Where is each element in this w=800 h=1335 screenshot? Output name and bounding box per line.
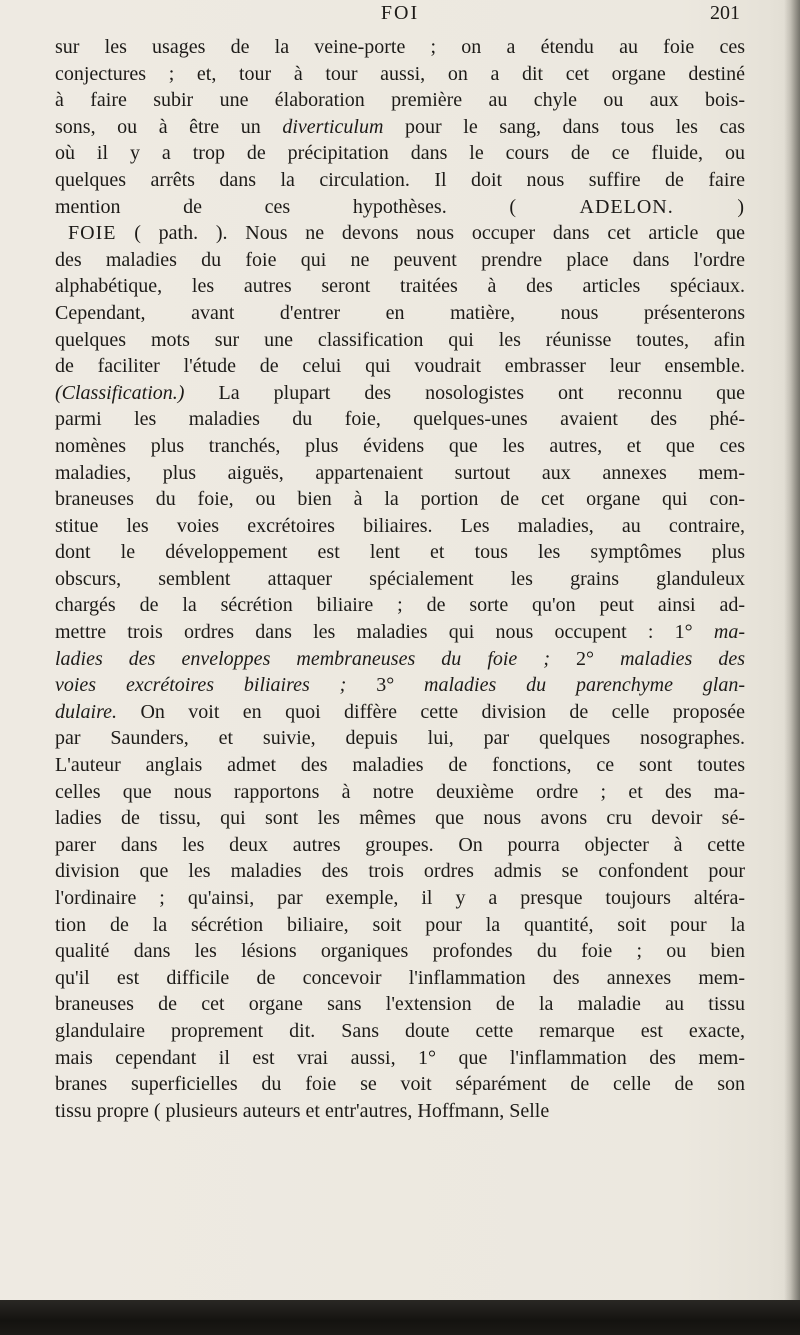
text-line: parmi les maladies du foie, quelques-unes avaient des phé- bbox=[55, 408, 745, 431]
author-signature: ( ADELON. ) bbox=[509, 195, 745, 218]
italic-term: maladies du parenchyme glan- bbox=[424, 674, 746, 697]
italic-term: ladies des enveloppes membraneuses du foie ; bbox=[55, 647, 550, 670]
text-line: stitue les voies excrétoires biliaires. Les maladies, au contraire, bbox=[55, 514, 745, 537]
text-line: nomènes plus tranchés, plus évidens que les autres, et que ces bbox=[55, 434, 745, 457]
text-line: mais cependant il est vrai aussi, 1° que l'inflammation des mem- bbox=[55, 1046, 745, 1069]
entry-headword: FOIE bbox=[68, 222, 117, 245]
text-line: parer dans les deux autres groupes. On pourra objecter à cette bbox=[55, 833, 745, 856]
text-line: branes superficielles du foie se voit séparément de celle de son bbox=[55, 1073, 745, 1096]
text-run: 2° bbox=[576, 647, 595, 670]
text-line: par Saunders, et suivie, depuis lui, par quelques nosographes. bbox=[55, 727, 745, 750]
page-number: 201 bbox=[710, 2, 740, 24]
text-line: qualité dans les lésions organiques profondes du foie ; ou bien bbox=[55, 940, 745, 963]
text-line: sur les usages de la veine-porte ; on a étendu au foie ces bbox=[55, 36, 745, 58]
text-line: de faciliter l'étude de celui qui voudrait embrasser leur ensemble. bbox=[55, 355, 745, 378]
text-run: mettre trois ordres dans les maladies qui nous occupent : 1° bbox=[55, 621, 693, 644]
text-line bbox=[55, 672, 745, 699]
body-text bbox=[55, 34, 745, 1124]
text-line: tion de la sécrétion biliaire, soit pour la quantité, soit pour la bbox=[55, 913, 745, 936]
text-line: qu'il est difficile de concevoir l'inflammation des annexes mem- bbox=[55, 966, 745, 989]
text-line: L'auteur anglais admet des maladies de fonctions, ce sont toutes bbox=[55, 754, 745, 777]
text-line: tissu propre ( plusieurs auteurs et entr'autres, Hoffmann, Selle bbox=[55, 1099, 550, 1122]
text-line: des maladies du foie qui ne peuvent prendre place dans l'ordre bbox=[55, 248, 745, 271]
text-line: maladies, plus aiguës, appartenaient surtout aux annexes mem- bbox=[55, 461, 745, 484]
text-line: celles que nous rapportons à notre deuxième ordre ; et des ma- bbox=[55, 780, 745, 803]
text-line: alphabétique, les autres seront traitées à des articles spéciaux. bbox=[55, 275, 745, 298]
italic-term: ma- bbox=[713, 621, 745, 644]
text-line: chargés de la sécrétion biliaire ; de sorte qu'on peut ainsi ad- bbox=[55, 594, 745, 617]
text-line: braneuses du foie, ou bien à la portion de cet organe qui con- bbox=[55, 488, 745, 511]
text-line: où il y a trop de précipitation dans le cours de ce fluide, ou bbox=[55, 142, 745, 165]
scan-bottom-border bbox=[0, 1300, 800, 1335]
section-title: (Classification.) bbox=[55, 381, 185, 404]
text-line: l'ordinaire ; qu'ainsi, par exemple, il y a presque toujours altéra- bbox=[55, 887, 745, 909]
text-line: division que les maladies des trois ordres admis se confondent pour bbox=[55, 860, 745, 883]
text-line: obscurs, semblent attaquer spécialement les grains glanduleux bbox=[55, 567, 745, 590]
text-line: ladies de tissu, qui sont les mêmes que nous avons cru devoir sé- bbox=[55, 807, 745, 830]
text-line: glandulaire proprement dit. Sans doute cette remarque est exacte, bbox=[55, 1019, 745, 1042]
text-line bbox=[55, 194, 745, 221]
text-line bbox=[55, 646, 745, 673]
text-run: 3° bbox=[376, 674, 395, 697]
text-line: dont le développement est lent et tous les symptômes plus bbox=[55, 541, 745, 564]
text-run: ( path. ). Nous ne devons nous occuper dans cet article que bbox=[134, 222, 745, 245]
text-run: On voit en quoi diffère cette division de celle proposée bbox=[140, 700, 746, 723]
text-line: quelques arrêts dans la circulation. Il doit nous suffire de faire bbox=[55, 168, 745, 191]
italic-term: dulaire. bbox=[55, 700, 118, 723]
text-run: mention de ces hypothèses. bbox=[55, 195, 447, 218]
text-run: sons, ou à être un bbox=[55, 115, 261, 138]
text-line bbox=[55, 220, 745, 247]
text-line bbox=[55, 699, 745, 726]
text-run: pour le sang, dans tous les cas bbox=[405, 115, 746, 138]
text-run: La plupart des nosologistes ont reconnu que bbox=[218, 381, 745, 404]
text-line bbox=[55, 619, 745, 646]
page-header bbox=[60, 0, 740, 34]
text-line: à faire subir une élaboration première au chyle ou aux bois- bbox=[55, 89, 745, 112]
italic-term: voies excrétoires biliaires ; bbox=[55, 674, 347, 697]
text-line: quelques mots sur une classification qui les réunisse toutes, afin bbox=[55, 328, 745, 351]
italic-term: diverticulum bbox=[282, 115, 384, 138]
text-line bbox=[55, 114, 745, 141]
running-head: FOI bbox=[380, 2, 420, 24]
page-edge-shadow bbox=[784, 0, 800, 1335]
text-line: braneuses de cet organe sans l'extension de la maladie au tissu bbox=[55, 993, 745, 1016]
text-line: Cependant, avant d'entrer en matière, nous présenterons bbox=[55, 301, 745, 324]
italic-term: maladies des bbox=[620, 647, 746, 670]
text-line: conjectures ; et, tour à tour aussi, on a dit cet organe destiné bbox=[55, 62, 745, 85]
text-line bbox=[55, 380, 745, 407]
